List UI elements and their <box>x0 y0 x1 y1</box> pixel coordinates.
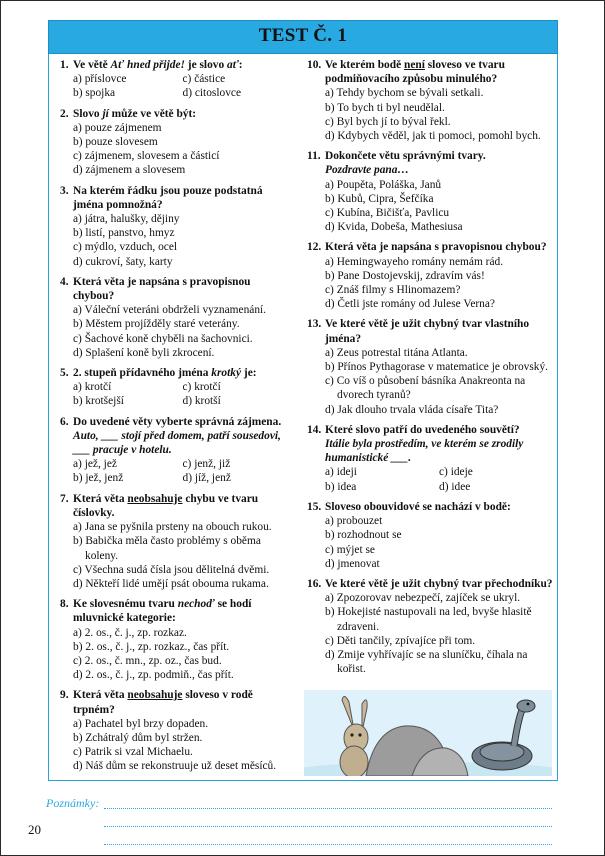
question-sentence: Auto, ___ stojí před domem, patří sousedovi, <box>73 429 281 442</box>
option-d[interactable]: d) ideе <box>439 480 471 493</box>
option-b[interactable]: b) Hokejisté nastupovali na led, bvyše hlasitě zdraveni. <box>325 606 532 633</box>
question-number: 11. <box>307 150 321 163</box>
question-sentence: Itálie byla prostředím, ve kterém se zrodily humanistické ___. <box>325 438 524 465</box>
question-number: 5. <box>60 367 69 380</box>
question-number: 4. <box>60 275 69 288</box>
option-d[interactable]: d) Někteří lidé umějí psát oboumа rukama. <box>73 577 269 590</box>
question-text: Která věta je napsána s pravopisnou chybou? <box>325 241 547 254</box>
notes-line[interactable] <box>104 826 552 827</box>
answer-options <box>325 514 553 571</box>
answer-options <box>73 380 292 408</box>
question-text: 2. stupeň přídavného jména krotký je: <box>73 367 257 380</box>
answer-options <box>73 520 292 591</box>
left-column <box>60 58 292 780</box>
option-b[interactable]: b) pouze slovesem <box>73 136 158 149</box>
option-d[interactable]: d) zájmenem a slovesem <box>73 164 186 177</box>
option-a[interactable]: a) krotčí <box>73 381 112 394</box>
option-a[interactable]: a) pouze zájmenem <box>73 121 162 134</box>
option-c[interactable]: c) Šachové koně chyběli na šachovnici. <box>73 332 253 345</box>
question-9 <box>60 688 292 773</box>
question-sentence: Pozdravte pana… <box>325 164 409 177</box>
question-number: 3. <box>60 184 69 197</box>
option-d[interactable]: d) krotší <box>182 395 221 408</box>
right-column <box>307 58 553 682</box>
option-c[interactable]: c) Byl bych jí to býval řekl. <box>325 115 451 128</box>
answer-options <box>325 86 553 143</box>
question-12 <box>307 240 553 311</box>
answer-options <box>325 591 553 676</box>
option-c[interactable]: c) mýdlo, vzduch, ocel <box>73 241 178 254</box>
page-title: TEST Č. 1 <box>258 25 348 46</box>
option-d[interactable]: d) Četli jste romány od Julese Verna? <box>325 298 495 311</box>
question-number: 14. <box>307 423 322 436</box>
option-d[interactable]: d) Kdybych věděl, jak ti pomoci, pomohl bych. <box>325 130 541 143</box>
option-b[interactable]: b) Městem projížděly staré veterány. <box>73 318 240 331</box>
notes-label: Poznámky: <box>46 796 100 810</box>
option-d[interactable]: d) cukroví, šaty, karty <box>73 255 173 268</box>
option-c[interactable]: c) zájmenem, slovesem a částicí <box>73 150 220 163</box>
answer-options <box>73 717 292 774</box>
question-7 <box>60 492 292 591</box>
option-c[interactable]: c) částice <box>182 73 226 86</box>
option-b[interactable]: b) idea <box>325 480 357 493</box>
question-4 <box>60 275 292 360</box>
question-text: Která věta neobsahuje chybu ve tvaru číslovky. <box>73 492 259 519</box>
question-number: 7. <box>60 492 69 505</box>
question-sentence: ___ pracuje v hotelu. <box>73 444 172 457</box>
question-13 <box>307 317 553 416</box>
answer-options <box>73 626 292 683</box>
option-a[interactable]: a) Poupěta, Poláška, Janů <box>325 178 442 191</box>
question-10 <box>307 58 553 143</box>
option-b[interactable]: b) Zchátralý dům byl stržen. <box>73 731 203 744</box>
answer-options <box>73 212 292 269</box>
question-text: Do uvedené věty vyberte správná zájmena. <box>73 415 282 428</box>
question-6 <box>60 415 292 486</box>
option-c[interactable]: c) Patrik si vzal Michaelu. <box>73 746 193 759</box>
option-a[interactable]: a) jež, jež <box>73 458 117 471</box>
answer-options <box>73 457 292 485</box>
question-8 <box>60 597 292 682</box>
question-5 <box>60 366 292 409</box>
option-d[interactable]: d) Jak dlouho trvala vláda císaře Tita? <box>325 403 499 416</box>
option-c[interactable]: c) Všechna sudá čísla jsou dělitelná dvěmi. <box>73 563 270 576</box>
question-number: 15. <box>307 500 322 513</box>
question-text: Která věta je napsána s pravopisnou chybou? <box>73 275 251 303</box>
option-a[interactable]: a) Váleční veteráni obdrželi vyznamenání. <box>73 304 267 317</box>
option-d[interactable]: d) 2. os., č. j., zp. podmiň., čas přít. <box>73 669 234 682</box>
question-1 <box>60 58 292 101</box>
question-number: 2. <box>60 107 69 120</box>
option-a[interactable]: a) Pachatel byl brzy dopaden. <box>73 717 209 730</box>
answer-options <box>73 303 292 360</box>
option-d[interactable]: d) Kvida, Dobeša, Mathesiusa <box>325 221 463 234</box>
option-c[interactable]: c) Co víš o působení básníka Anakreonta na dvorech tyranů? <box>325 375 526 402</box>
option-b[interactable]: b) krotšejší <box>73 395 124 408</box>
option-c[interactable]: c) ideje <box>439 466 473 479</box>
option-b[interactable]: b) rozhodnout se <box>325 529 402 542</box>
option-b[interactable]: b) Kubů, Cipra, Šefčíka <box>325 192 434 205</box>
answer-options <box>73 72 292 100</box>
option-a[interactable]: a) Hemingwayeho romány nemám rád. <box>325 255 504 268</box>
option-b[interactable]: b) listí, panstvo, hmyz <box>73 227 175 240</box>
page-number: 20 <box>28 822 41 837</box>
option-a[interactable]: a) příslovce <box>73 73 127 86</box>
option-d[interactable]: d) jmenovat <box>325 557 380 570</box>
option-b[interactable]: b) jež, jenž <box>73 472 124 485</box>
question-text: Ke slovesnému tvaru nechoď se hodí mluvnické kategorie: <box>73 598 252 625</box>
option-d[interactable]: d) Náš dům se rekonstruuje už deset měsíců. <box>73 760 277 773</box>
option-c[interactable]: c) Kubína, Bičišťa, Pavlicu <box>325 207 450 220</box>
question-number: 10. <box>307 59 322 71</box>
notes-line[interactable] <box>104 808 552 809</box>
question-15 <box>307 500 553 571</box>
question-number: 1. <box>60 59 69 71</box>
question-text: Ve větě Ať hned přijde! je slovo ať: <box>73 59 243 71</box>
option-b[interactable]: b) Pane Dostojevskij, zdravím vás! <box>325 269 485 282</box>
question-number: 12. <box>307 241 322 254</box>
notes-line[interactable] <box>104 844 552 845</box>
question-3 <box>60 184 292 269</box>
option-a[interactable]: a) játra, halušky, dějiny <box>73 213 180 226</box>
option-c[interactable]: c) jenž, již <box>182 458 231 471</box>
option-c[interactable]: c) Děti tančily, zpívajíce při tom. <box>325 634 476 647</box>
option-a[interactable]: a) Jana se pyšnila prsteny na obouch rukou. <box>73 521 272 534</box>
question-11 <box>307 149 553 234</box>
option-a[interactable]: a) probouzet <box>325 515 383 528</box>
question-number: 13. <box>307 318 322 331</box>
question-text: Sloveso obouvidové se nachází v bodě: <box>325 500 511 513</box>
question-text: Které slovo patří do uvedeného souvětí? <box>325 423 520 436</box>
answer-options <box>325 178 553 235</box>
question-text: Ve kterém bodě není sloveso ve tvaru podmiňovacího způsobu minulého? <box>325 59 505 86</box>
question-16 <box>307 577 553 676</box>
question-number: 9. <box>60 689 69 702</box>
option-c[interactable]: c) 2. os., č. mn., zp. oz., čas bud. <box>73 654 222 667</box>
option-c[interactable]: c) Znáš filmy s Hlinomazem? <box>325 284 461 297</box>
option-d[interactable]: d) Splašení koně byli zkrocení. <box>73 346 215 359</box>
option-a[interactable]: a) 2. os., č. j., zp. rozkaz. <box>73 626 187 639</box>
option-d[interactable]: d) Zmije vyhřívajíc se na sluníčku, číhala na kořist. <box>325 648 528 676</box>
option-b[interactable]: b) To bych ti byl neudělal. <box>325 101 445 114</box>
option-b[interactable]: b) spojka <box>73 87 116 100</box>
option-a[interactable]: a) ideji <box>325 466 357 479</box>
option-a[interactable]: a) Tehdy bychom se bývali setkali. <box>325 87 484 100</box>
question-number: 6. <box>60 415 69 428</box>
option-a[interactable]: a) Zeus potrestal titána Atlanta. <box>325 346 468 359</box>
option-b[interactable]: b) Babička měla často problémy s oběma koleny. <box>73 535 261 562</box>
question-2 <box>60 107 292 178</box>
question-number: 16. <box>307 577 322 590</box>
option-d[interactable]: d) citoslovce <box>182 87 242 100</box>
question-text: Ve které větě je užit chybný tvar vlastního jména? <box>325 318 530 345</box>
answer-options <box>325 255 553 312</box>
option-a[interactable]: a) Zpozorovav nebezpečí, zajíček se ukryl. <box>325 592 521 605</box>
option-c[interactable]: c) mýjet se <box>325 543 375 556</box>
title-bar <box>48 20 558 54</box>
question-text: Dokončete větu správnými tvary. <box>325 150 486 163</box>
option-b[interactable]: b) 2. os., č. j., zp. rozkaz., čas přít. <box>73 640 230 653</box>
rabbit-snake-illustration <box>304 690 552 776</box>
question-text: Ve které větě je užit chybný tvar přechodníku? <box>325 577 553 590</box>
answer-options <box>73 121 292 178</box>
question-text: Která věta neobsahuje sloveso v rodě trpném? <box>73 689 253 716</box>
option-c[interactable]: c) krotčí <box>182 381 221 394</box>
question-14 <box>307 423 553 494</box>
option-b[interactable]: b) Přínos Pythagorase v matematice je obrovský. <box>325 361 549 374</box>
question-text: Slovo jí může ve větě být: <box>73 107 197 120</box>
answer-options <box>325 465 553 493</box>
question-number: 8. <box>60 598 69 611</box>
option-d[interactable]: d) jíž, jenž <box>182 472 231 485</box>
answer-options <box>325 346 553 417</box>
question-text: Na kterém řádku jsou pouze podstatná jména pomnožná? <box>73 184 263 211</box>
